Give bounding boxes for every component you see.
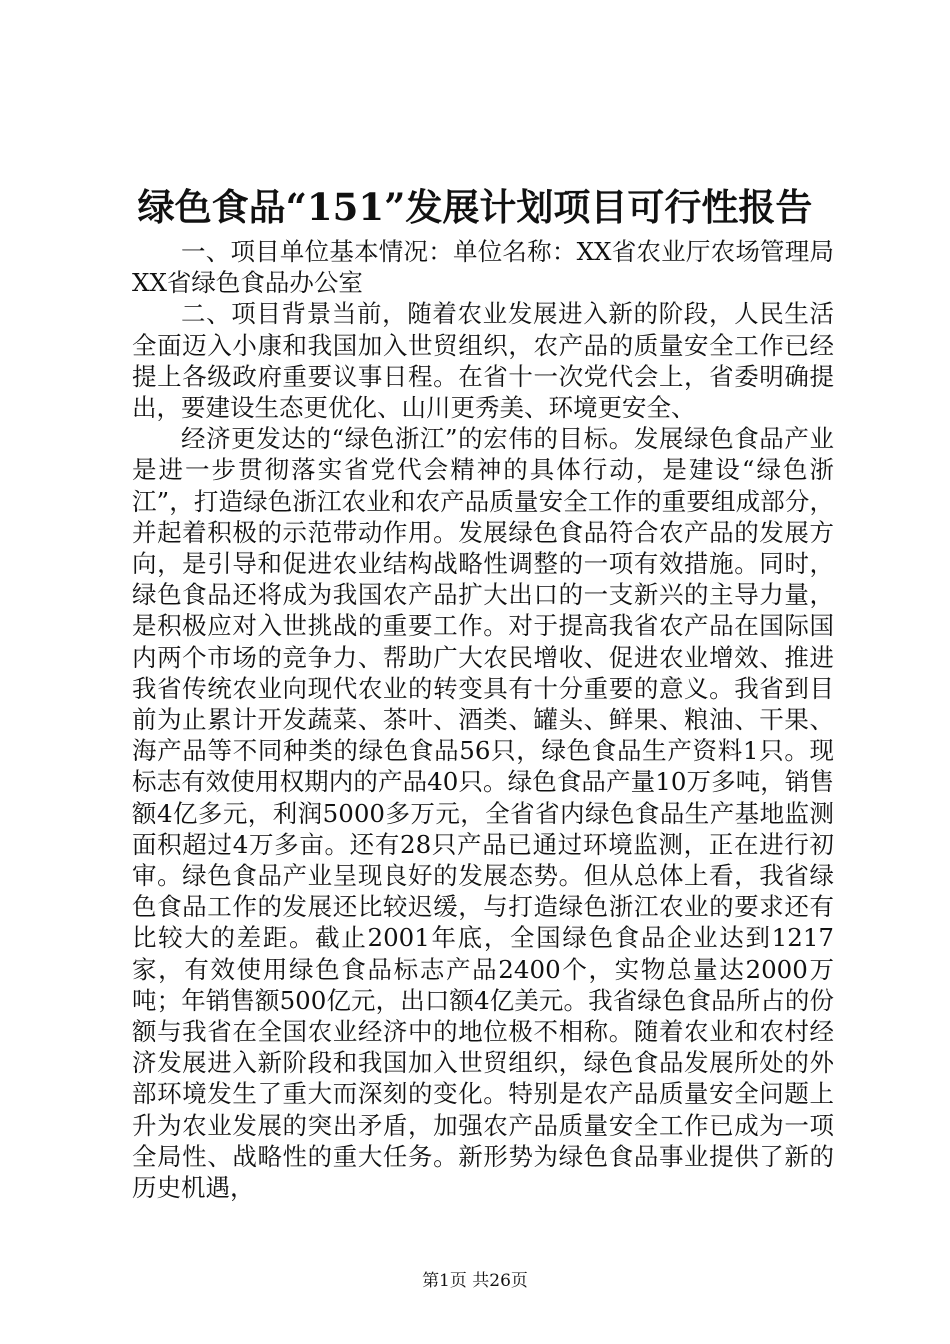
document-body [132,236,834,1203]
paragraph-unit-info: 一、项目单位基本情况：单位名称：XX省农业厅农场管理局XX省绿色食品办公室 [132,237,834,298]
document-title: 绿色食品“151”发展计划项目可行性报告 [137,185,813,229]
paragraph-development: 经济更发达的“绿色浙江”的宏伟的目标。发展绿色食品产业是进一步贯彻落实省党代会精神的具体行动，是建设“绿色浙江”，打造绿色浙江农业和农产品质量安全工作的重要组成部分，并起着积极的示范带动作用。发展绿色食品符合农产品的发展方向，是引导和促进农业结构战略性调整的一项有效措施。同时，绿色食品还将成为我国农产品扩大出口的一支新兴的主导力量，是积极应对入世挑战的重要工作。对于提高我省农产品在国际国内两个市场的竞争力、帮助广大农民增收、促进农业增效、推进我省传统农业向现代农业的转变具有十分重要的意义。我省到目前为止累计开发蔬菜、茶叶、酒类、罐头、鲜果、粮油、干果、海产品等不同种类的绿色食品56只，绿色食品生产资料1只。现标志有效使用权期内的产品40只。绿色食品产量10万多吨，销售额4亿多元，利润5000多万元，全省省内绿色食品生产基地监测面积超过4万多亩。还有28只产品已通过环境监测，正在进行初审。绿色食品产业呈现良好的发展态势。但从总体上看，我省绿色食品工作的发展还比较迟缓，与打造绿色浙江农业的要求还有比较大的差距。截止2001年底，全国绿色食品企业达到1217家，有效使用绿色食品标志产品2400个，实物总量达2000万吨；年销售额500亿元，出口额4亿美元。我省绿色食品所占的份额与我省在全国农业经济中的地位极不相称。随着农业和农村经济发展进入新阶段和我国加入世贸组织，绿色食品发展所处的外部环境发生了重大而深刻的变化。特别是农产品质量安全问题上升为农业发展的突出矛盾，加强农产品质量安全工作已成为一项全局性、战略性的重大任务。新形势为绿色食品事业提供了新的历史机遇， [132,424,834,1203]
page-footer: 第1页 共26页 [422,1271,528,1291]
paragraph-background: 二、项目背景当前，随着农业发展进入新的阶段，人民生活全面迈入小康和我国加入世贸组织，农产品的质量安全工作已经提上各级政府重要议事日程。在省十一次党代会上，省委明确提出，要建设生态更优化、山川更秀美、环境更安全、 [132,299,834,423]
